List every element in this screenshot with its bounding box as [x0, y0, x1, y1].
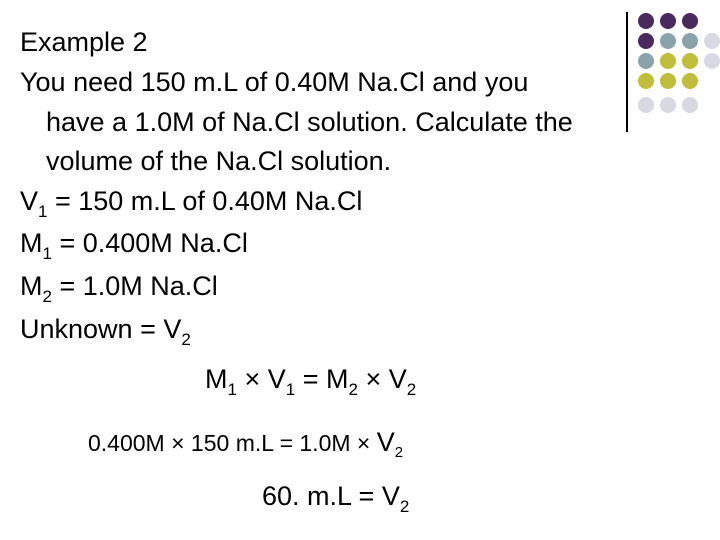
substitution-v: V [376, 427, 395, 457]
eq-times-v2: × V [357, 364, 407, 394]
decorative-dot [682, 73, 698, 89]
dilution-equation [205, 363, 416, 399]
given-v1-subscript: 1 [38, 202, 48, 221]
problem-line-3: volume of the Na.Cl solution. [46, 146, 392, 176]
given-m1-text: = 0.400M Na.Cl [51, 228, 248, 258]
substitution-line [88, 428, 403, 461]
decorative-dot [682, 33, 698, 49]
result-text: 60. m.L = V [262, 481, 400, 511]
eq-v1-subscript: 1 [285, 380, 296, 399]
given-m2-text: = 1.0M Na.Cl [51, 271, 218, 301]
slide-title: Example 2 [20, 27, 148, 57]
decorative-dot [660, 73, 676, 89]
eq-m2-subscript: 2 [348, 380, 358, 399]
decorative-dot [660, 97, 676, 113]
unknown-subscript: 2 [181, 330, 191, 349]
decorative-dot [638, 73, 654, 89]
given-m2-subscript: 2 [42, 287, 52, 306]
decorative-dot [682, 13, 698, 29]
given-v1-text: = 150 m.L of 0.40M Na.Cl [47, 186, 363, 216]
decorative-dot [682, 53, 698, 69]
eq-equals-m2: = M [295, 364, 349, 394]
decorative-dot [638, 97, 654, 113]
given-v1-symbol: V [20, 186, 39, 216]
unknown-line [20, 313, 191, 349]
given-m1-subscript: 1 [42, 244, 52, 263]
eq-m1: M [205, 364, 228, 394]
substitution-subscript: 2 [394, 444, 404, 461]
problem-line-1: You need 150 m.L of 0.40M Na.Cl and you [20, 67, 529, 97]
decorative-dot [704, 33, 720, 49]
eq-times-v1: × V [236, 364, 286, 394]
result-line [262, 480, 409, 516]
decorative-dot [638, 53, 654, 69]
decorative-dot [704, 53, 720, 69]
given-m1 [20, 227, 248, 263]
problem-line-2: have a 1.0M of Na.Cl solution. Calculate the [46, 107, 573, 137]
substitution-left: 0.400M × 150 m.L = 1.0M × [88, 430, 377, 456]
unknown-label: Unknown = V [20, 314, 182, 344]
given-m2-symbol: M [20, 271, 43, 301]
decorative-divider [626, 12, 628, 132]
given-m2 [20, 270, 218, 306]
decorative-dot [660, 53, 676, 69]
decorative-dot [660, 13, 676, 29]
given-v1 [20, 185, 362, 221]
decorative-dot-grid [0, 0, 720, 120]
decorative-dot [660, 33, 676, 49]
eq-v2-subscript: 2 [406, 380, 417, 399]
result-subscript: 2 [399, 497, 410, 516]
eq-m1-subscript: 1 [227, 380, 237, 399]
given-m1-symbol: M [20, 228, 43, 258]
decorative-dot [638, 33, 654, 49]
decorative-dot [682, 97, 698, 113]
decorative-dot [638, 13, 654, 29]
